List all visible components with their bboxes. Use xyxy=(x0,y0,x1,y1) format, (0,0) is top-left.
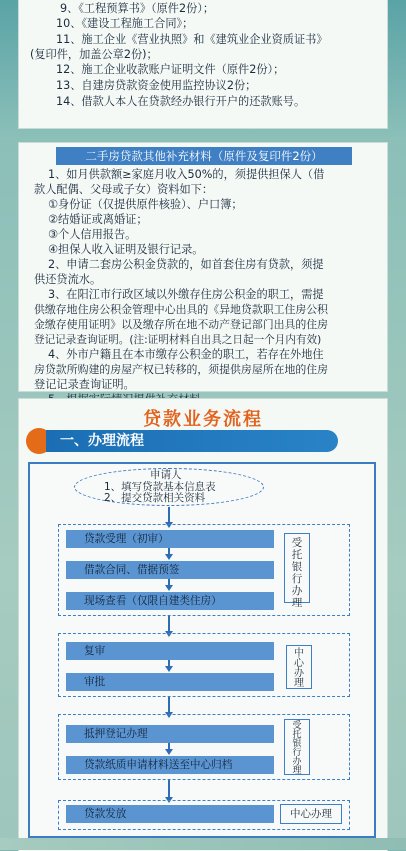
handler-label: 受托银行办理 xyxy=(284,719,310,775)
section-header: 二手房贷款其他补充材料（原件及复印件2份） xyxy=(56,147,352,165)
applicant-step: 2、提交贷款相关资料 xyxy=(104,492,206,504)
supplement-line: 1、如月供款额≥家庭月收入50%的，须提供担保人（借 xyxy=(48,168,325,181)
supplement-line: 登记记录查询证明。(注:证明材料自出具之日起一个月内有效) xyxy=(34,334,322,346)
flow-arrow xyxy=(168,507,170,523)
supplement-line: ③个人信用报告。 xyxy=(48,228,137,241)
supplement-line: 供还贷流水。 xyxy=(34,273,102,286)
handler-label: 中心办理 xyxy=(286,645,312,689)
flow-arrow xyxy=(168,660,170,667)
list-item: 12、施工企业收款账户证明文件（原件2份）； xyxy=(56,63,285,76)
flow-arrow xyxy=(168,579,170,586)
flow-step: 审批 xyxy=(66,673,274,691)
flow-arrow xyxy=(168,743,170,750)
supplement-line: ②结婚证或离婚证； xyxy=(48,213,148,226)
supplement-line: 款人配偶、父母或子女）资料如下： xyxy=(34,183,214,196)
applicant-step: 1、填写贷款基本信息表 xyxy=(104,481,216,493)
list-item: 9、《工程预算书》（原件2份）； xyxy=(60,2,215,15)
flow-step: 现场查看（仅限自建类住房） xyxy=(66,592,274,610)
flow-arrow xyxy=(168,548,170,555)
flow-step: 抵押登记办理 xyxy=(66,725,274,743)
supplement-line: 供缴存地住房公积金管理中心出具的《异地贷款职工住房公积 xyxy=(34,303,329,316)
list-item: (复印件，加盖公章2份)； xyxy=(30,48,158,61)
flow-title: 贷款业务流程 xyxy=(143,409,263,430)
list-item: 14、借款人本人在贷款经办银行开户的还款账号。 xyxy=(56,95,306,108)
flow-arrow xyxy=(168,780,170,798)
flow-arrow xyxy=(168,616,170,632)
supplement-line: 金缴存使用证明》以及缴存所在地不动产登记部门出具的住房 xyxy=(34,318,329,331)
list-item: 10、《建设工程施工合同》； xyxy=(56,17,194,30)
flow-step: 贷款发放 xyxy=(66,805,274,823)
flow-step: 贷款纸质申请材料送至中心归档 xyxy=(66,756,274,774)
step-banner: 一、办理流程 xyxy=(46,430,338,452)
bottom-decoration xyxy=(0,838,406,850)
supplement-line: 房贷款所购建的房屋产权已转移的，须提供房屋所在地的住房 xyxy=(34,363,329,376)
supplement-line: ①身份证（仅提供原件核验）、户口簿； xyxy=(48,198,243,211)
list-item: 13、自建房贷款资金使用监控协议2份； xyxy=(56,79,257,92)
supplement-line: 4、外市户籍且在本市缴存公积金的职工，若存在外地住 xyxy=(48,348,324,361)
applicant-title: 申请人 xyxy=(150,469,182,481)
supplement-line: 2、申请二套房公积金贷款的，如首套住房有贷款，须提 xyxy=(48,258,324,271)
supplement-line: 3、在阳江市行政区域以外缴存住房公积金的职工，需提 xyxy=(48,288,324,301)
supplement-line: 登记记录查询证明。 xyxy=(34,378,135,391)
flow-step: 贷款受理（初审） xyxy=(66,530,274,548)
handler-label: 中心办理 xyxy=(280,804,342,824)
supplement-line: ④担保人收入证明及银行记录。 xyxy=(48,243,204,256)
flow-step: 借款合同、借据预签 xyxy=(66,561,274,579)
list-item: 11、施工企业《营业执照》和《建筑业企业资质证书》 xyxy=(56,33,328,46)
flow-arrow xyxy=(168,697,170,713)
handler-label: 受托银行办理 xyxy=(284,533,310,603)
flow-step: 复审 xyxy=(66,642,274,660)
